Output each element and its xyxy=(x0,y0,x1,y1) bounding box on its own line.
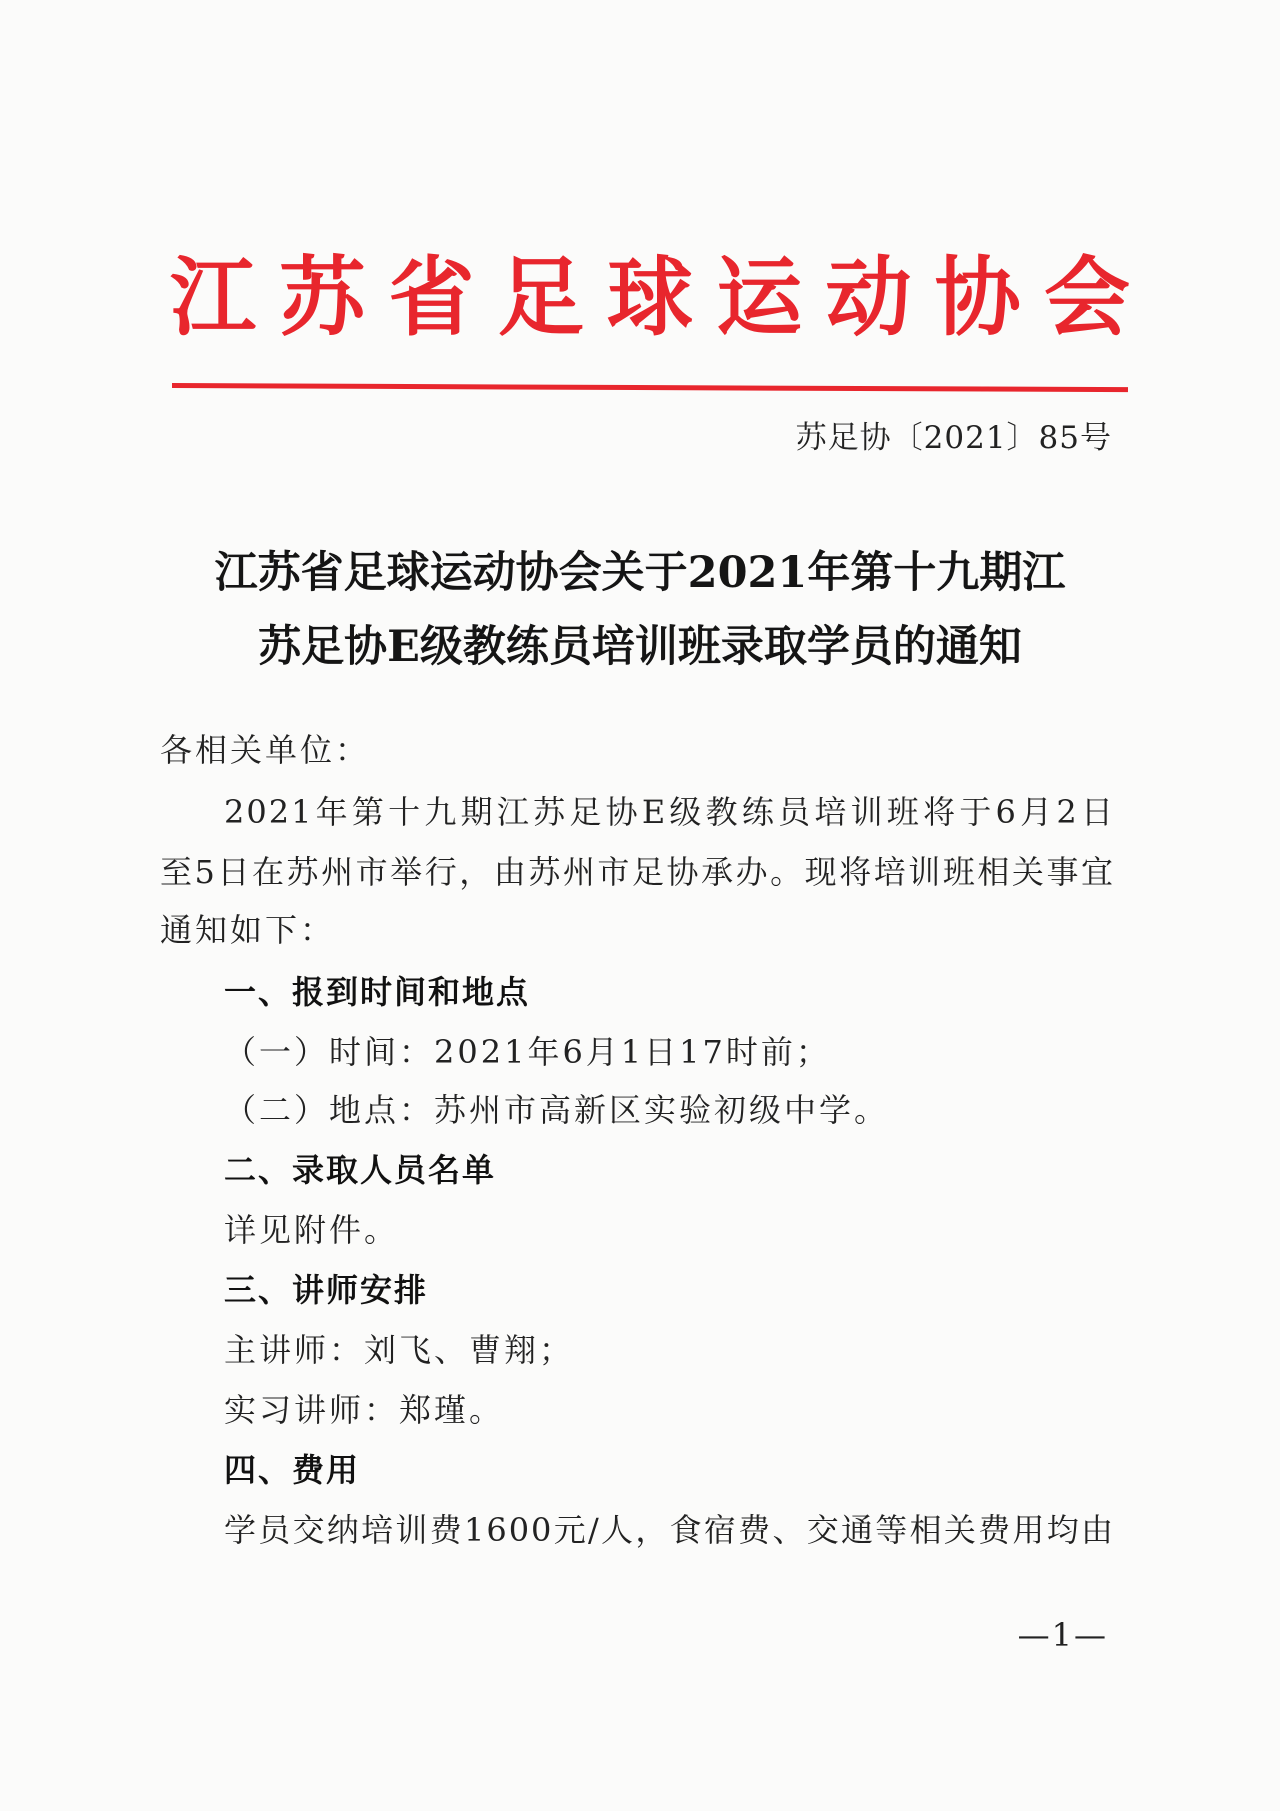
section-4-text: 学员交纳培训费1600元/人，食宿费、交通等相关费用均由 xyxy=(224,1511,1115,1549)
section-heading-3: 三、讲师安排 xyxy=(224,1271,429,1309)
page-number: —1— xyxy=(1017,1616,1108,1654)
org-name-char: 足 xyxy=(497,247,584,348)
org-name-header xyxy=(170,248,1130,348)
title-line-2: 苏足协E级教练员培训班录取学员的通知 xyxy=(258,622,1022,672)
org-name-char: 运 xyxy=(716,247,803,348)
org-name-char: 江 xyxy=(170,247,256,348)
section-1-item-1: （一）时间：2021年6月1日17时前； xyxy=(224,1033,831,1071)
section-heading-4: 四、费用 xyxy=(224,1451,361,1489)
intro-paragraph-line-1: 2021年第十九期江苏足协E级教练员培训班将于6月2日 xyxy=(224,793,1115,831)
intro-paragraph-line-3: 通知如下： xyxy=(160,911,336,949)
org-name-char: 会 xyxy=(1044,247,1130,348)
org-name-char: 动 xyxy=(825,247,912,348)
section-3-line-2: 实习讲师：郑瑾。 xyxy=(224,1391,505,1429)
section-2-text: 详见附件。 xyxy=(224,1211,400,1249)
org-name-char: 苏 xyxy=(279,247,366,348)
org-name-char: 协 xyxy=(934,247,1021,348)
salutation: 各相关单位： xyxy=(160,731,371,769)
section-3-line-1: 主讲师：刘飞、曹翔； xyxy=(224,1331,575,1369)
intro-paragraph-line-2: 至5日在苏州市举行，由苏州市足协承办。现将培训班相关事宜 xyxy=(160,853,1115,891)
section-heading-1: 一、报到时间和地点 xyxy=(224,973,531,1011)
section-1-item-2: （二）地点：苏州市高新区实验初级中学。 xyxy=(224,1091,890,1129)
section-heading-2: 二、录取人员名单 xyxy=(224,1151,497,1189)
document-title xyxy=(160,536,1120,684)
title-line-1: 江苏省足球运动协会关于2021年第十九期江 xyxy=(214,548,1066,598)
red-divider-line xyxy=(172,383,1128,392)
document-number: 苏足协〔2021〕85号 xyxy=(795,420,1112,456)
org-name-char: 球 xyxy=(607,247,693,348)
org-name-char: 省 xyxy=(388,247,475,348)
